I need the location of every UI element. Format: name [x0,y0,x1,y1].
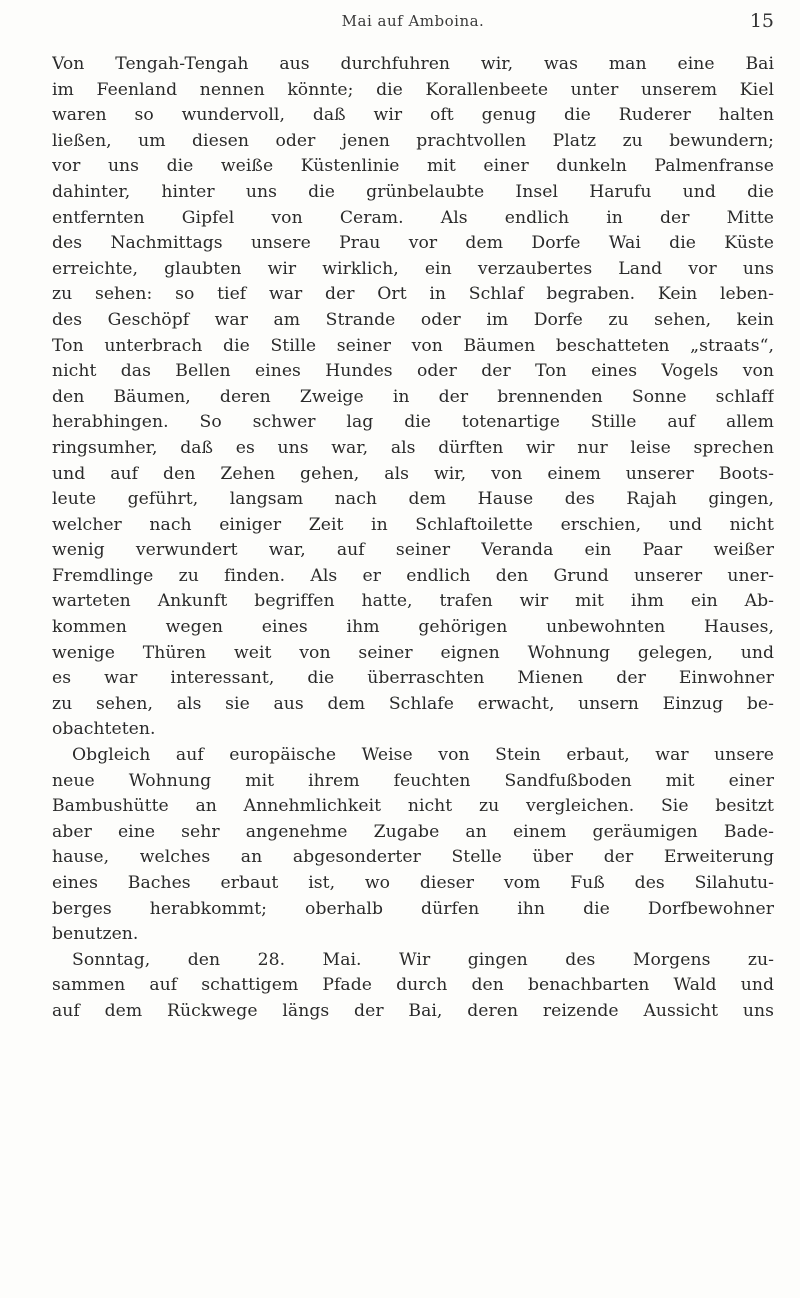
text-line: wenig verwundert war, auf seiner Veranda ein Paar weißer [52,540,774,561]
page-number: 15 [749,10,774,32]
text-line: des Geschöpf war am Strande oder im Dorfe zu sehen, kein [52,309,774,330]
text-line: es war interessant, die überraschten Mienen der Einwohner [52,668,774,689]
text-line: kommen wegen eines ihm gehörigen unbewohnten Hauses, [52,617,774,638]
text-line: obachteten. [52,719,156,740]
text-line: zu sehen, als sie aus dem Schlafe erwacht, unsern Einzug be- [52,693,774,714]
text-line: Sonntag, den 28. Mai. Wir gingen des Morgens zu- [72,949,774,970]
text-line: entfernten Gipfel von Ceram. Als endlich in der Mitte [52,207,774,228]
text-line: zu sehen: so tief war der Ort in Schlaf begraben. Kein leben- [52,284,774,305]
text-line: wenige Thüren weit von seiner eignen Wohnung gelegen, und [52,642,774,663]
text-line: Von Tengah-Tengah aus durchfuhren wir, was man eine Bai [52,54,774,74]
running-title: Mai auf Amboina. [341,12,485,30]
text-line: welcher nach einiger Zeit in Schlaftoilette erschien, und nicht [52,514,774,535]
text-line: sammen auf schattigem Pfade durch den benachbarten Wald und [52,975,774,996]
text-line: vor uns die weiße Küstenlinie mit einer dunkeln Palmenfranse [52,156,774,177]
text-line: auf dem Rückwege längs der Bai, deren reizende Aussicht uns [52,1000,774,1021]
text-line: Bambushütte an Annehmlichkeit nicht zu vergleichen. Sie besitzt [52,796,774,817]
text-line: ringsumher, daß es uns war, als dürften wir nur leise sprechen [52,437,774,458]
text-line: benutzen. [52,924,139,945]
text-line: hause, welches an abgesonderter Stelle über der Erweiterung [52,847,774,868]
text-line: nicht das Bellen eines Hundes oder der Ton eines Vogels von [52,361,774,382]
body-text [52,52,774,1025]
text-line: und auf den Zehen gehen, als wir, von einem unserer Boots- [52,463,774,484]
text-line: erreichte, glaubten wir wirklich, ein verzaubertes Land vor uns [52,258,774,279]
text-line: Ton unterbrach die Stille seiner von Bäumen beschatteten „straats“, [52,335,774,356]
text-line: berges herabkommt; oberhalb dürfen ihn die Dorfbewohner [52,898,774,919]
text-line: des Nachmittags unsere Prau vor dem Dorfe Wai die Küste [52,233,774,254]
text-line: aber eine sehr angenehme Zugabe an einem geräumigen Bade- [52,821,774,842]
running-header [52,10,774,38]
text-line: ließen, um diesen oder jenen prachtvollen Platz zu bewundern; [52,130,774,151]
text-line: Fremdlinge zu finden. Als er endlich den Grund unserer uner- [52,565,774,586]
text-line: leute geführt, langsam nach dem Hause des Rajah gingen, [52,489,774,510]
text-line: eines Baches erbaut ist, wo dieser vom Fuß des Silahutu- [52,873,774,893]
text-line: dahinter, hinter uns die grünbelaubte Insel Harufu und die [52,181,774,202]
text-line: im Feenland nennen könnte; die Korallenbeete unter unserem Kiel [52,79,774,100]
text-line: waren so wundervoll, daß wir oft genug die Ruderer halten [52,105,774,126]
text-line: Obgleich auf europäische Weise von Stein erbaut, war unsere [72,745,774,766]
text-line: den Bäumen, deren Zweige in der brennenden Sonne schlaff [52,386,774,407]
text-line: warteten Ankunft begriffen hatte, trafen wir mit ihm ein Ab- [52,591,774,612]
text-line: neue Wohnung mit ihrem feuchten Sandfußboden mit einer [52,770,774,791]
text-line: herabhingen. So schwer lag die totenartige Stille auf allem [52,412,774,433]
